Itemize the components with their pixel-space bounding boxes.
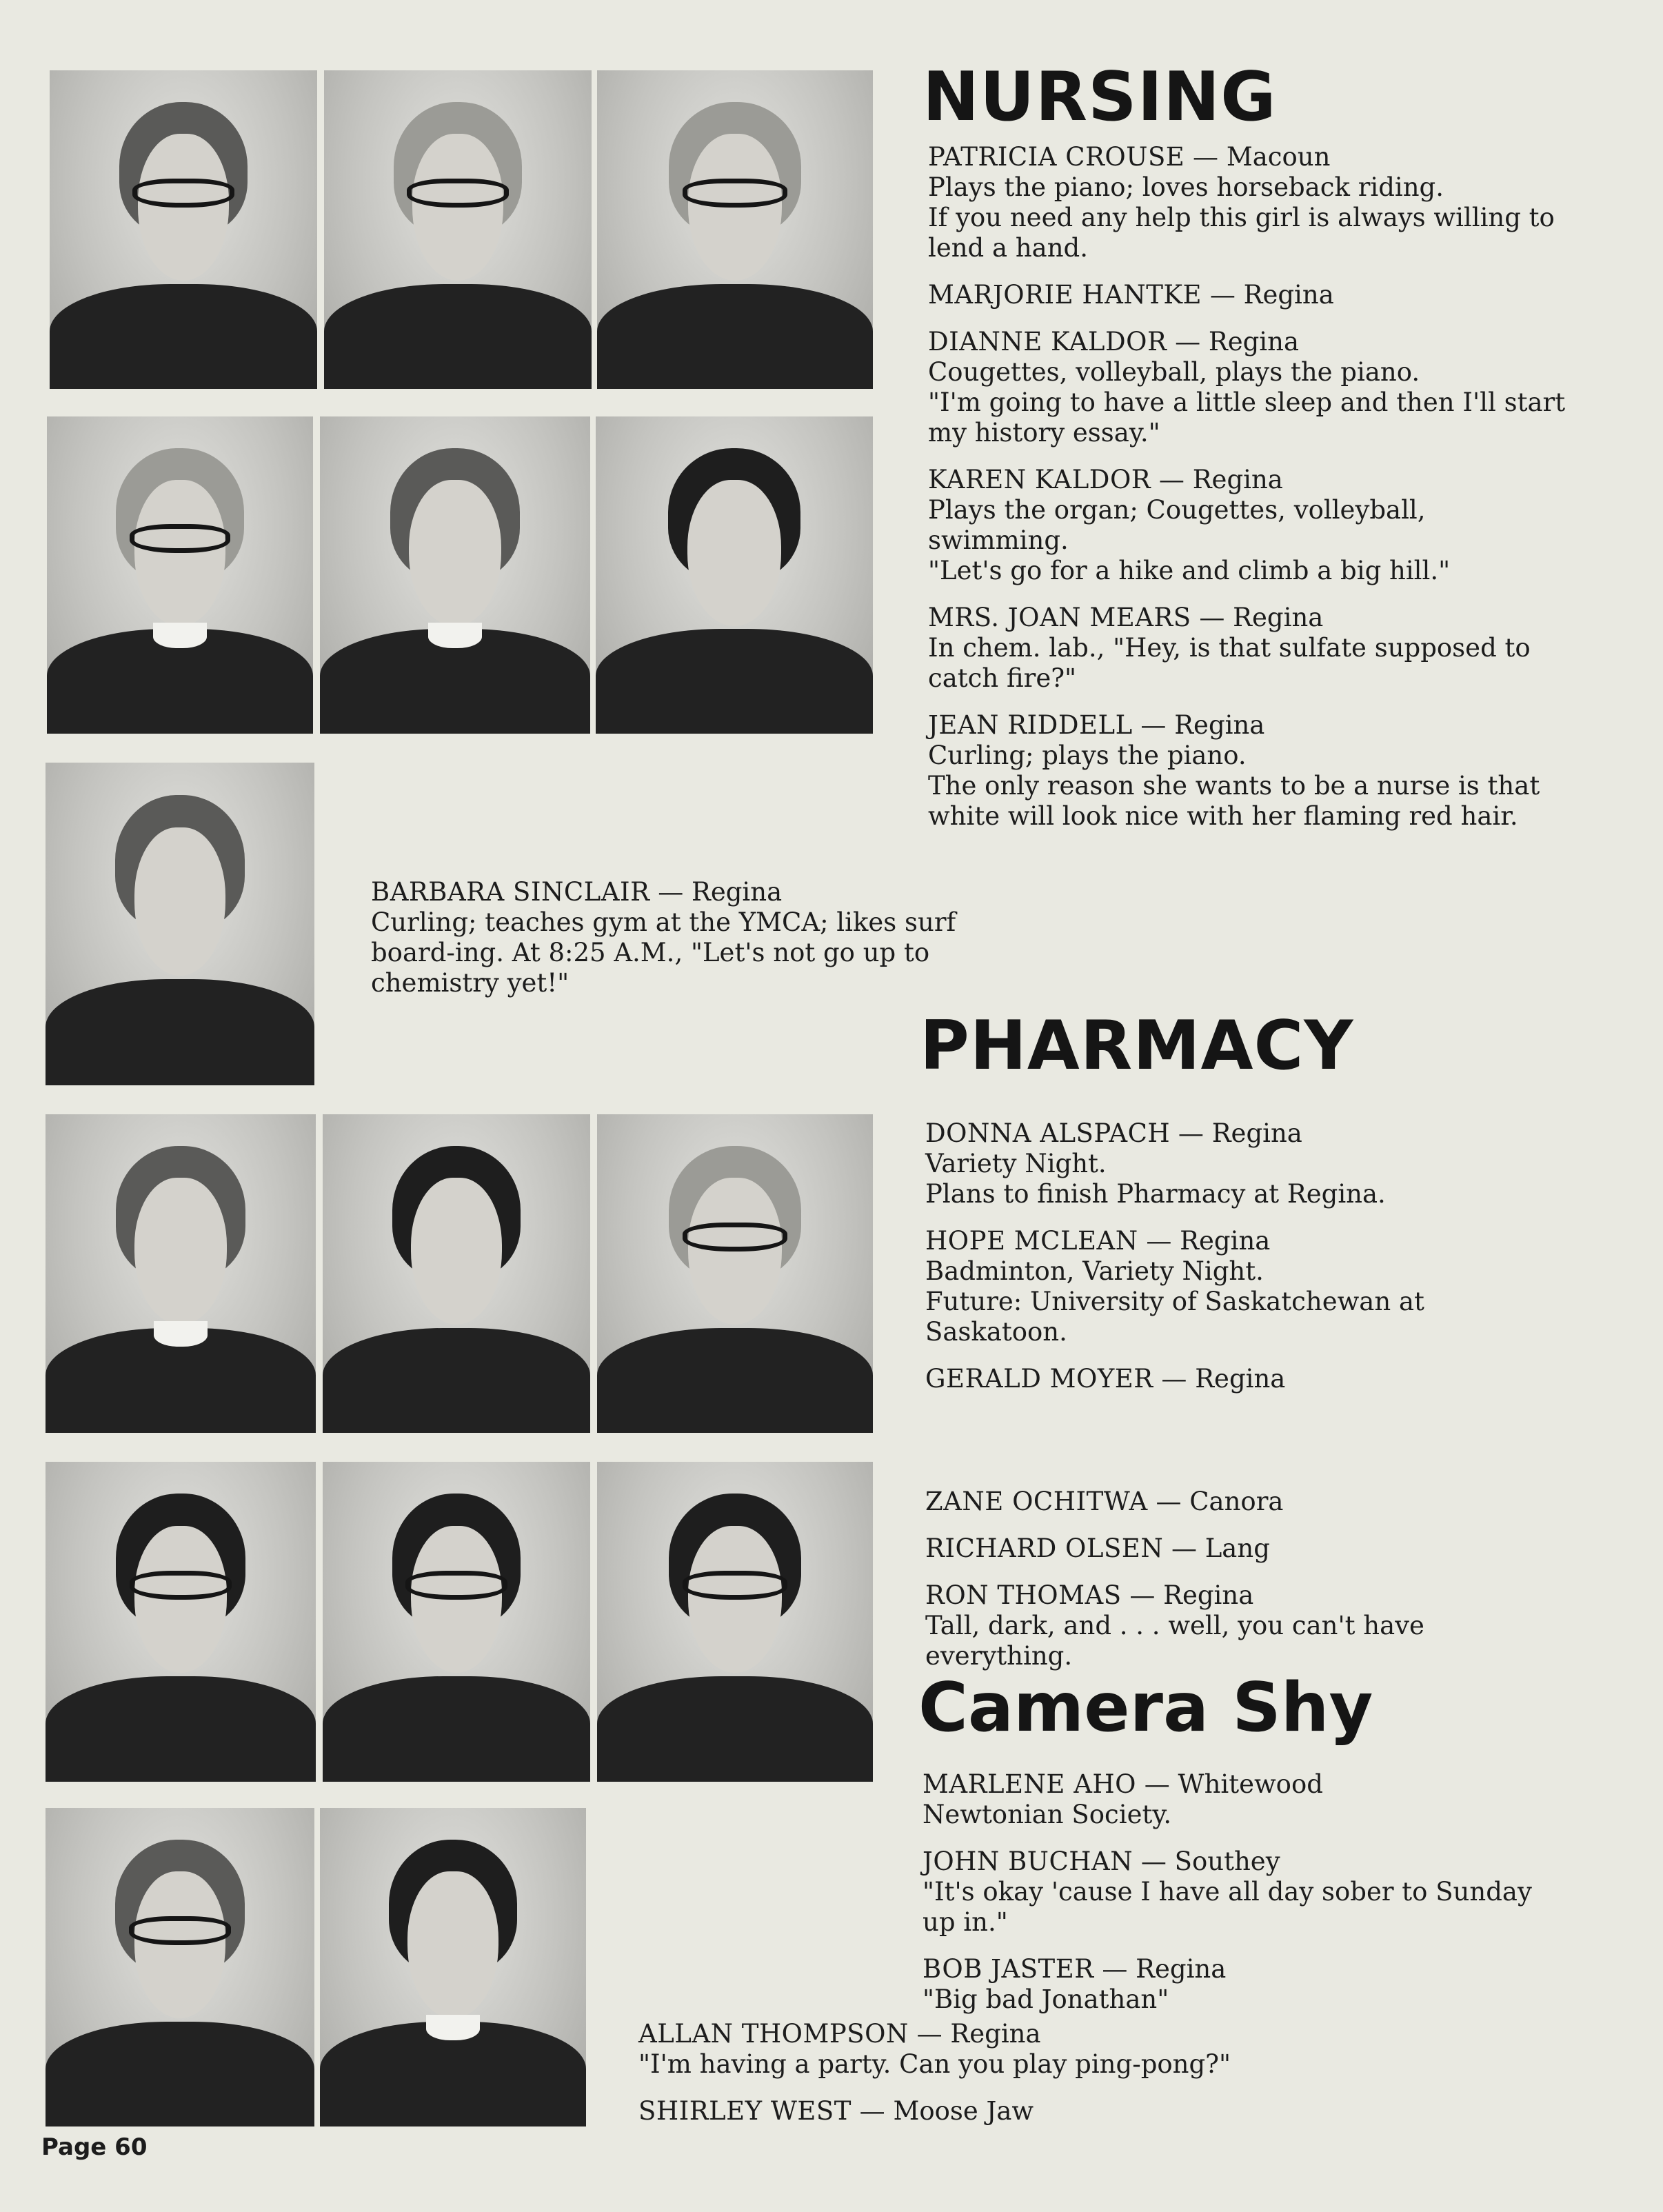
student-town: Regina	[1243, 280, 1334, 310]
student-entry: JEAN RIDDELL — Regina Curling; plays the piano. The only reason she wants to be a nurse is that white will look nice with her flaming red hair.	[928, 710, 1568, 832]
student-note: "Big bad Jonathan"	[923, 1984, 1169, 2014]
student-town: Regina	[1180, 1226, 1271, 1256]
student-note: Curling; plays the piano.	[928, 741, 1247, 770]
portrait-photo	[323, 1114, 590, 1433]
student-note: Cougettes, volleyball, plays the piano.	[928, 357, 1420, 387]
student-name: MARLENE AHO	[923, 1769, 1137, 1799]
portrait-photo	[597, 1114, 873, 1433]
page-number: Page 60	[41, 2133, 148, 2161]
student-name: PATRICIA CROUSE	[928, 142, 1185, 172]
student-note: Curling; teaches gym at the YMCA; likes surf board-ing. At 8:25 A.M., "Let's not go up to chemistry yet!"	[371, 907, 956, 998]
section-heading-camera-shy: Camera Shy	[918, 1669, 1373, 1747]
student-note: The only reason she wants to be a nurse is that white will look nice with her flaming red hair.	[928, 771, 1540, 831]
pharmacy-entries	[925, 1118, 1573, 1411]
portrait-photo	[46, 1808, 314, 2126]
portrait-photo	[50, 70, 317, 389]
portrait-photo	[46, 1114, 316, 1433]
student-town: Canora	[1189, 1487, 1284, 1516]
student-town: Whitewood	[1178, 1769, 1323, 1799]
student-note: In chem. lab., "Hey, is that sulfate supposed to catch fire?"	[928, 633, 1531, 693]
student-name: BARBARA SINCLAIR	[371, 877, 650, 907]
portrait-photo	[46, 1462, 316, 1782]
student-entry: RON THOMAS — Regina Tall, dark, and . . . well, you can't have everything.	[925, 1580, 1573, 1671]
student-note: "It's okay 'cause I have all day sober to Sunday up in."	[923, 1877, 1532, 1937]
student-note: Variety Night.	[925, 1149, 1107, 1178]
student-town: Regina	[1233, 603, 1324, 632]
student-town: Southey	[1174, 1847, 1280, 1876]
student-town: Regina	[1163, 1580, 1254, 1610]
student-town: Regina	[1174, 710, 1265, 740]
student-entry: DONNA ALSPACH — Regina Variety Night. Plans to finish Pharmacy at Regina.	[925, 1118, 1573, 1209]
student-name: MRS. JOAN MEARS	[928, 603, 1191, 632]
student-note: "I'm going to have a little sleep and then I'll start my history essay."	[928, 388, 1566, 448]
portrait-photo	[324, 70, 592, 389]
student-name: ZANE OCHITWA	[925, 1487, 1148, 1516]
student-name: ALLAN THOMPSON	[638, 2019, 909, 2049]
student-note: Badminton, Variety Night.	[925, 1256, 1264, 1286]
student-entry: ZANE OCHITWA — Canora	[925, 1487, 1284, 1516]
student-note: Tall, dark, and . . . well, you can't have everything.	[925, 1611, 1424, 1671]
camera-shy-entries	[923, 1769, 1571, 2031]
student-town: Macoun	[1226, 142, 1331, 172]
section-heading-nursing: NURSING	[923, 58, 1277, 137]
student-name: JOHN BUCHAN	[923, 1847, 1133, 1876]
student-name: RICHARD OLSEN	[925, 1534, 1164, 1563]
student-entry: GERALD MOYER — Regina	[925, 1364, 1286, 1394]
student-entry: MARJORIE HANTKE — Regina	[928, 280, 1334, 310]
student-name: RON THOMAS	[925, 1580, 1122, 1610]
student-note: "I'm having a party. Can you play ping-pong?"	[638, 2049, 1231, 2079]
student-note: Plans to finish Pharmacy at Regina.	[925, 1179, 1386, 1209]
student-entry: DIANNE KALDOR — Regina Cougettes, volleyball, plays the piano. "I'm going to have a little sleep and then I'll start my history essay."	[928, 327, 1568, 448]
student-name: MARJORIE HANTKE	[928, 280, 1202, 310]
student-entry: JOHN BUCHAN — Southey "It's okay 'cause I have all day sober to Sunday up in."	[923, 1847, 1571, 1938]
student-name: JEAN RIDDELL	[928, 710, 1133, 740]
student-name: SHIRLEY WEST	[638, 2096, 851, 2126]
student-entry: ALLAN THOMPSON — Regina "I'm having a party. Can you play ping-pong?"	[638, 2019, 1328, 2080]
pharmacy-entries-2	[925, 1487, 1573, 1688]
portrait-photo	[320, 416, 590, 734]
student-name: DONNA ALSPACH	[925, 1118, 1171, 1148]
portrait-photo	[320, 1808, 586, 2126]
student-entry: PATRICIA CROUSE — Macoun Plays the piano; loves horseback riding. If you need any help this girl is always willing to lend a hand.	[928, 142, 1568, 263]
student-entry: SHIRLEY WEST — Moose Jaw	[638, 2096, 1034, 2126]
student-entry: BOB JASTER — Regina "Big bad Jonathan"	[923, 1954, 1571, 2015]
student-name: BOB JASTER	[923, 1954, 1094, 1984]
student-name: HOPE MCLEAN	[925, 1226, 1138, 1256]
sinclair-entry	[371, 877, 1019, 1015]
portrait-photo	[46, 763, 314, 1085]
student-note: Plays the organ; Cougettes, volleyball, swimming.	[928, 495, 1426, 555]
student-town: Regina	[1211, 1118, 1302, 1148]
student-note: Plays the piano; loves horseback riding.	[928, 172, 1444, 202]
student-town: Regina	[1136, 1954, 1227, 1984]
student-name: KAREN KALDOR	[928, 465, 1151, 494]
portrait-photo	[597, 70, 873, 389]
student-entry: RICHARD OLSEN — Lang	[925, 1534, 1270, 1563]
portrait-photo	[596, 416, 873, 734]
student-name: GERALD MOYER	[925, 1364, 1153, 1394]
student-town: Regina	[950, 2019, 1041, 2049]
student-note: If you need any help this girl is always willing to lend a hand.	[928, 203, 1555, 263]
bottom-entries	[638, 2019, 1328, 2143]
student-entry: MARLENE AHO — Whitewood Newtonian Society.	[923, 1769, 1571, 1830]
student-entry: HOPE MCLEAN — Regina Badminton, Variety Night. Future: University of Saskatchewan at Saskatoon.	[925, 1226, 1573, 1347]
student-entry: BARBARA SINCLAIR — Regina Curling; teaches gym at the YMCA; likes surf board-ing. At 8:25 A.M., "Let's not go up to chemistry yet!"	[371, 877, 1019, 998]
student-town: Regina	[1195, 1364, 1286, 1394]
student-note: Newtonian Society.	[923, 1800, 1172, 1829]
student-entry: KAREN KALDOR — Regina Plays the organ; Cougettes, volleyball, swimming. "Let's go for a hike and climb a big hill."	[928, 465, 1568, 586]
student-note: "Let's go for a hike and climb a big hill."	[928, 556, 1451, 585]
nursing-entries	[928, 142, 1568, 848]
student-town: Lang	[1205, 1534, 1270, 1563]
student-name: DIANNE KALDOR	[928, 327, 1167, 356]
student-town: Regina	[1208, 327, 1300, 356]
student-entry: MRS. JOAN MEARS — Regina In chem. lab., "Hey, is that sulfate supposed to catch fire?"	[928, 603, 1568, 694]
portrait-photo	[323, 1462, 590, 1782]
student-town: Moose Jaw	[893, 2096, 1034, 2126]
student-town: Regina	[691, 877, 783, 907]
portrait-photo	[597, 1462, 873, 1782]
student-town: Regina	[1192, 465, 1283, 494]
student-note: Future: University of Saskatchewan at Saskatoon.	[925, 1287, 1424, 1347]
portrait-photo	[47, 416, 313, 734]
section-heading-pharmacy: PHARMACY	[920, 1007, 1354, 1085]
